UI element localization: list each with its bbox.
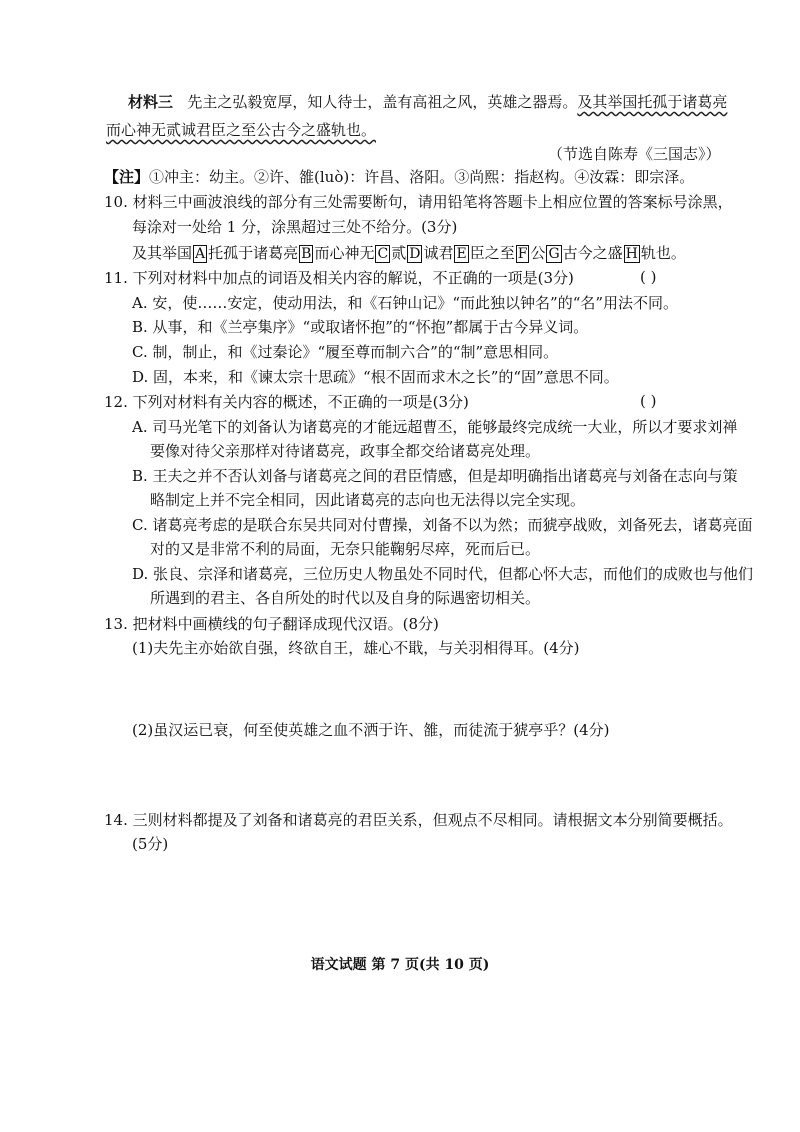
- q11-stem: 11. 下列对材料中加点的词语及相关内容的解说，不正确的一项是(3分): [104, 269, 574, 287]
- note-text: ①冲主：幼主。②许、雒(luò)：许昌、洛阳。③尚熙：指赵构。④汝霖：即宗泽。: [149, 168, 695, 186]
- q11-option-a: A. 安，使……安定，使动用法，和《石钟山记》“而此独以钟名”的“名”用法不同。: [132, 294, 679, 312]
- answer-box-h[interactable]: H: [625, 246, 638, 262]
- q10-segment: 公: [530, 244, 546, 262]
- q12-answer-paren[interactable]: ( ): [640, 392, 657, 410]
- q14-stem-line1: 14. 三则材料都提及了刘备和诸葛亮的君臣关系，但观点不尽相同。请根据文本分别简要概括。: [104, 811, 733, 829]
- answer-box-g[interactable]: G: [548, 246, 560, 262]
- q11-option-d: D. 固，本来，和《谏太宗十思疏》“根不固而求木之长”的“固”意思不同。: [132, 368, 619, 386]
- note-label: 【注】: [104, 168, 150, 186]
- material3-source: （节选自陈寿《三国志》）: [548, 145, 721, 163]
- material3-text-wavy-1: 及其举国托孤于诸葛亮: [577, 93, 728, 111]
- q12-option-d-line2: 所遇到的君主、各自所处的时代以及自身的际遇密切相关。: [150, 589, 541, 607]
- q14-stem-line2: (5分): [132, 835, 169, 853]
- q12-option-b-line2: 略制定上并不完全相同，因此诸葛亮的志向也无法得以完全实现。: [150, 491, 586, 509]
- answer-box-b[interactable]: B: [301, 246, 312, 262]
- q12-option-a-line2: 要像对待父亲那样对待诸葛亮，政事全都交给诸葛亮处理。: [150, 442, 541, 460]
- material3-text-plain: 先主之弘毅宽厚，知人待士，盖有高祖之风，英雄之器焉。: [187, 93, 578, 111]
- q10-segmented-sentence: [132, 243, 686, 263]
- answer-box-c[interactable]: C: [377, 246, 389, 262]
- q10-segment: 托孤于诸葛亮: [208, 244, 299, 262]
- q10-segment: 及其举国: [132, 244, 193, 262]
- q10-segment: 贰: [391, 244, 407, 262]
- material3-text-wavy-2: 而心神无贰诚君臣之至公古今之盛轨也。: [106, 121, 377, 139]
- material3-line2: [106, 120, 376, 140]
- q10-stem-line2: 每涂对一处给 1 分，涂黑超过三处不给分。(3分): [132, 218, 458, 236]
- q11-answer-paren[interactable]: ( ): [640, 268, 657, 286]
- material3-label: 材料三: [128, 93, 174, 111]
- q11-option-c: C. 制，制止，和《过秦论》“履至尊而制六合”的“制”意思相同。: [132, 343, 559, 361]
- q12-option-a-line1: A. 司马光笔下的刘备认为诸葛亮的才能远超曹丕，能够最终完成统一大业，所以才要求刘禅: [132, 418, 738, 436]
- q12-stem: 12. 下列对材料有关内容的概述，不正确的一项是(3分): [104, 393, 469, 411]
- answer-box-d[interactable]: D: [409, 246, 421, 262]
- q12-option-b-line1: B. 王夫之并不否认刘备与诸葛亮之间的君臣情感，但是却明确指出诸葛亮与刘备在志向与策: [132, 467, 738, 485]
- q12-option-c-line2: 对的又是非常不利的局面，无奈只能鞠躬尽瘁，死而后已。: [150, 540, 541, 558]
- answer-box-e[interactable]: E: [456, 246, 467, 262]
- q10-segment: 而心神无: [314, 244, 375, 262]
- material3-line1: [128, 92, 727, 112]
- q13-sub1: (1)夫先主亦始欲自强，终欲自王，雄心不戢，与关羽相得耳。(4分): [132, 639, 580, 657]
- q10-segment: 古今之盛: [562, 244, 623, 262]
- q12-option-d-line1: D. 张良、宗泽和诸葛亮，三位历史人物虽处不同时代，但都心怀大志，而他们的成败也与他们: [132, 565, 754, 583]
- q13-sub2: (2)虽汉运已衰，何至使英雄之血不洒于许、雒，而徒流于猇亭乎？(4分): [132, 721, 610, 739]
- page-footer: 语文试题 第 7 页(共 10 页): [310, 957, 490, 973]
- q10-segment: 臣之至: [469, 244, 515, 262]
- q13-stem: 13. 把材料中画横线的句子翻译成现代汉语。(8分): [104, 615, 439, 633]
- q10-stem-line1: 10. 材料三中画波浪线的部分有三处需要断句，请用铅笔将答题卡上相应位置的答案标号涂黑，: [104, 193, 733, 211]
- answer-box-a[interactable]: A: [195, 246, 206, 262]
- answer-box-f[interactable]: F: [517, 246, 528, 262]
- q10-segment: 诚君: [423, 244, 454, 262]
- q11-option-b: B. 从事，和《兰亭集序》“或取诸怀抱”的“怀抱”都属于古今异义词。: [132, 318, 589, 336]
- q10-segment: 轨也。: [640, 244, 686, 262]
- note: [104, 167, 694, 187]
- q12-option-c-line1: C. 诸葛亮考虑的是联合东吴共同对付曹操，刘备不以为然；而猇亭战败，刘备死去，诸葛亮面: [132, 516, 753, 534]
